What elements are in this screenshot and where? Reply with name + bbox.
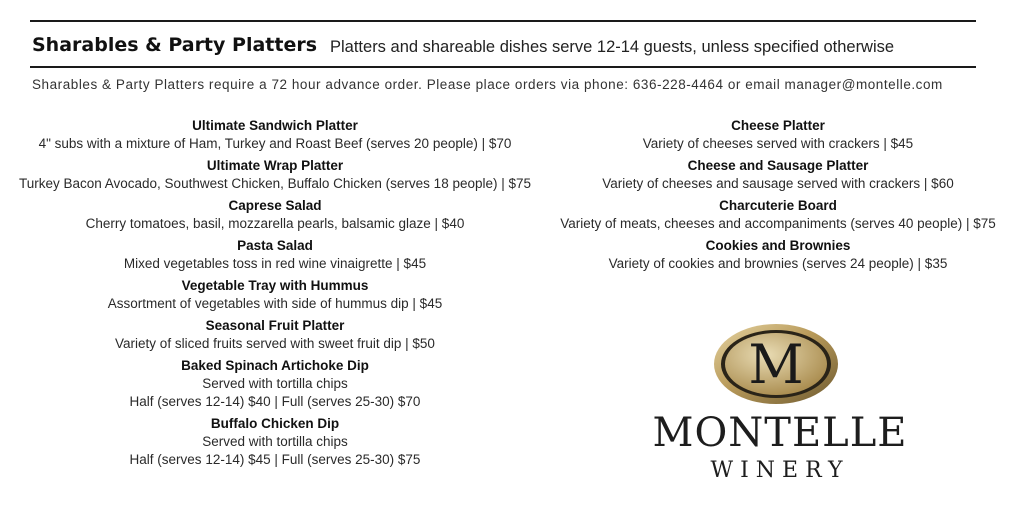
logo-emblem (712, 322, 840, 406)
menu-item-description: Half (serves 12-14) $40 | Full (serves 25-30) $70 (129, 394, 421, 409)
menu-item-description: Variety of sliced fruits served with sweet fruit dip | $50 (115, 336, 435, 351)
menu-item-description: Turkey Bacon Avocado, Southwest Chicken, Buffalo Chicken (serves 18 people) | $75 (18, 176, 532, 191)
menu-item-description: Variety of cheeses and sausage served with crackers | $60 (602, 176, 954, 191)
menu-column-right (548, 117, 1008, 277)
menu-item-name: Baked Spinach Artichoke Dip (181, 358, 369, 373)
menu-item-name: Charcuterie Board (719, 198, 837, 213)
menu-item (0, 415, 550, 469)
menu-item-name: Ultimate Sandwich Platter (192, 118, 358, 133)
menu-item (548, 197, 1008, 233)
menu-item-name: Caprese Salad (228, 198, 322, 213)
menu-item (0, 197, 550, 233)
menu-item-description: Assortment of vegetables with side of hummus dip | $45 (107, 296, 443, 311)
menu-item-name: Vegetable Tray with Hummus (181, 278, 369, 293)
page-subtitle: Platters and shareable dishes serve 12-14 guests, unless specified otherwise (330, 38, 895, 56)
menu-item (0, 237, 550, 273)
menu-item-description: Cherry tomatoes, basil, mozzarella pearls, balsamic glaze | $40 (85, 216, 465, 231)
menu-item-name: Pasta Salad (237, 238, 313, 253)
emblem-letter: M (748, 333, 804, 396)
menu-item-name: Cheese and Sausage Platter (687, 158, 869, 173)
menu-item-description: 4" subs with a mixture of Ham, Turkey and Roast Beef (serves 20 people) | $70 (38, 136, 512, 151)
menu-item-description: Mixed vegetables toss in red wine vinaigrette | $45 (123, 256, 427, 271)
menu-item (0, 317, 550, 353)
menu-item (0, 117, 550, 153)
menu-item-name: Ultimate Wrap Platter (206, 158, 344, 173)
menu-item-description: Served with tortilla chips (202, 376, 348, 391)
order-notice: Sharables & Party Platters require a 72 hour advance order. Please place orders via phone: 636-228-4464 or email manager@montelle.com (32, 77, 943, 92)
brand-name: MONTELLE (652, 410, 908, 456)
menu-item (0, 357, 550, 411)
menu-item-description: Variety of meats, cheeses and accompaniments (serves 40 people) | $75 (560, 216, 996, 231)
menu-item (548, 157, 1008, 193)
winery-logo (630, 322, 930, 492)
menu-item (0, 277, 550, 313)
brand-sub: WINERY (710, 458, 850, 483)
menu-item (0, 157, 550, 193)
header-rule (30, 66, 976, 68)
menu-item-name: Cookies and Brownies (705, 238, 851, 253)
menu-item-description: Served with tortilla chips (202, 434, 348, 449)
menu-column-left (0, 117, 550, 473)
menu-item-name: Buffalo Chicken Dip (210, 416, 340, 431)
menu-item-name: Seasonal Fruit Platter (205, 318, 345, 333)
menu-item-description: Variety of cookies and brownies (serves 24 people) | $35 (608, 256, 948, 271)
menu-item-description: Half (serves 12-14) $45 | Full (serves 25-30) $75 (129, 452, 421, 467)
menu-item-description: Variety of cheeses served with crackers | $45 (642, 136, 914, 151)
page-title: Sharables & Party Platters (32, 34, 318, 56)
menu-item (548, 237, 1008, 273)
menu-item-name: Cheese Platter (731, 118, 825, 133)
menu-item (548, 117, 1008, 153)
top-rule (30, 20, 976, 22)
